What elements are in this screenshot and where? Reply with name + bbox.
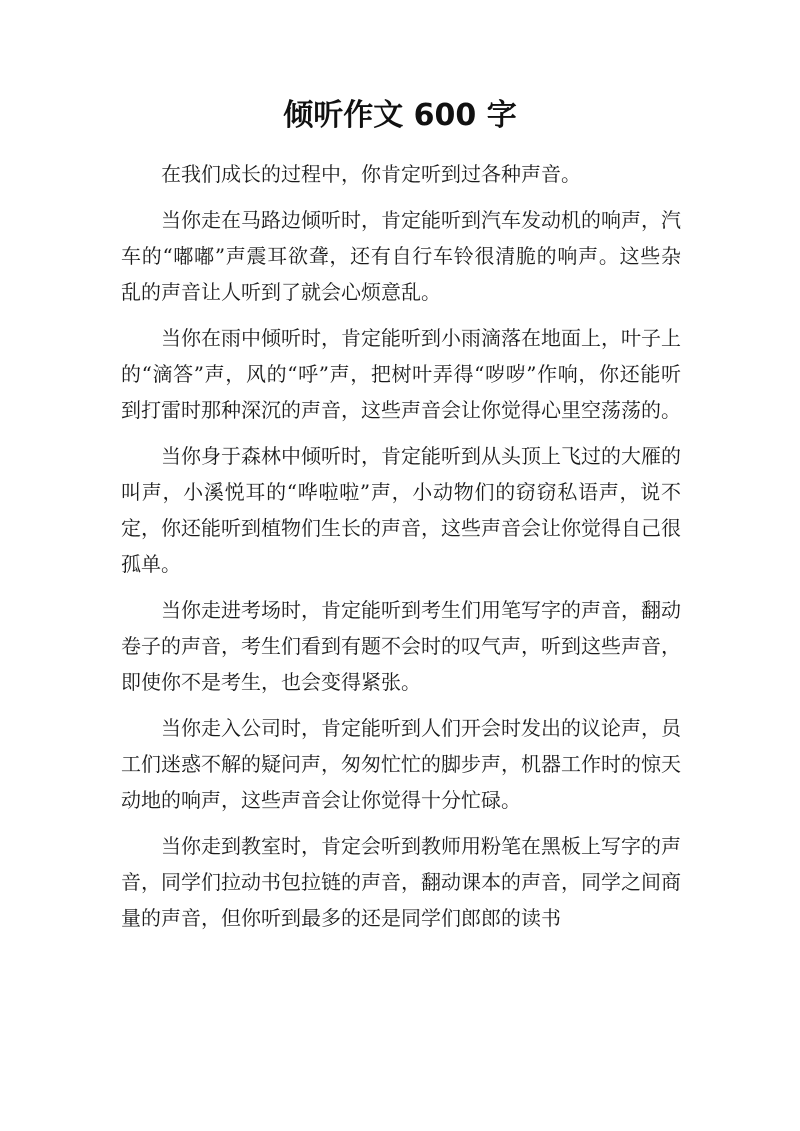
paragraph-1: 在我们成长的过程中，你肯定听到过各种声音。 bbox=[161, 162, 581, 186]
paragraph-6: 当你走入公司时，肯定能听到人们开会时发出的议论声，员工们迷惑不解的疑问声，匆匆忙忙的脚步声，机器工作时的惊天动地的响声，这些声音会让你觉得十分忙碌。 bbox=[121, 716, 681, 812]
paragraph-5: 当你走进考场时，肯定能听到考生们用笔写字的声音，翻动卷子的声音，考生们看到有题不会时的叹气声，听到这些声音，即使你不是考生，也会变得紧张。 bbox=[121, 598, 681, 694]
document-body bbox=[121, 156, 681, 946]
paragraph-4: 当你身于森林中倾听时，肯定能听到从头顶上飞过的大雁的叫声，小溪悦耳的“哗啦啦”声，小动物们的窃窃私语声，说不定，你还能听到植物们生长的声音，这些声音会让你觉得自己很孤单。 bbox=[121, 444, 681, 576]
document-title: 倾听作文 600 字 bbox=[283, 98, 517, 133]
paragraph-3: 当你在雨中倾听时，肯定能听到小雨滴落在地面上，叶子上的“滴答”声，风的“呼”声，把树叶弄得“哕哕”作响，你还能听到打雷时那种深沉的声音，这些声音会让你觉得心里空荡荡的。 bbox=[121, 326, 681, 422]
paragraph-7: 当你走到教室时，肯定会听到教师用粉笔在黑板上写字的声音，同学们拉动书包拉链的声音，翻动课本的声音，同学之间商量的声音，但你听到最多的还是同学们郎郎的读书 bbox=[121, 834, 681, 930]
paragraph-2: 当你走在马路边倾听时，肯定能听到汽车发动机的响声，汽车的“嘟嘟”声震耳欲聋，还有自行车铃很清脆的响声。这些杂乱的声音让人听到了就会心烦意乱。 bbox=[121, 208, 681, 304]
